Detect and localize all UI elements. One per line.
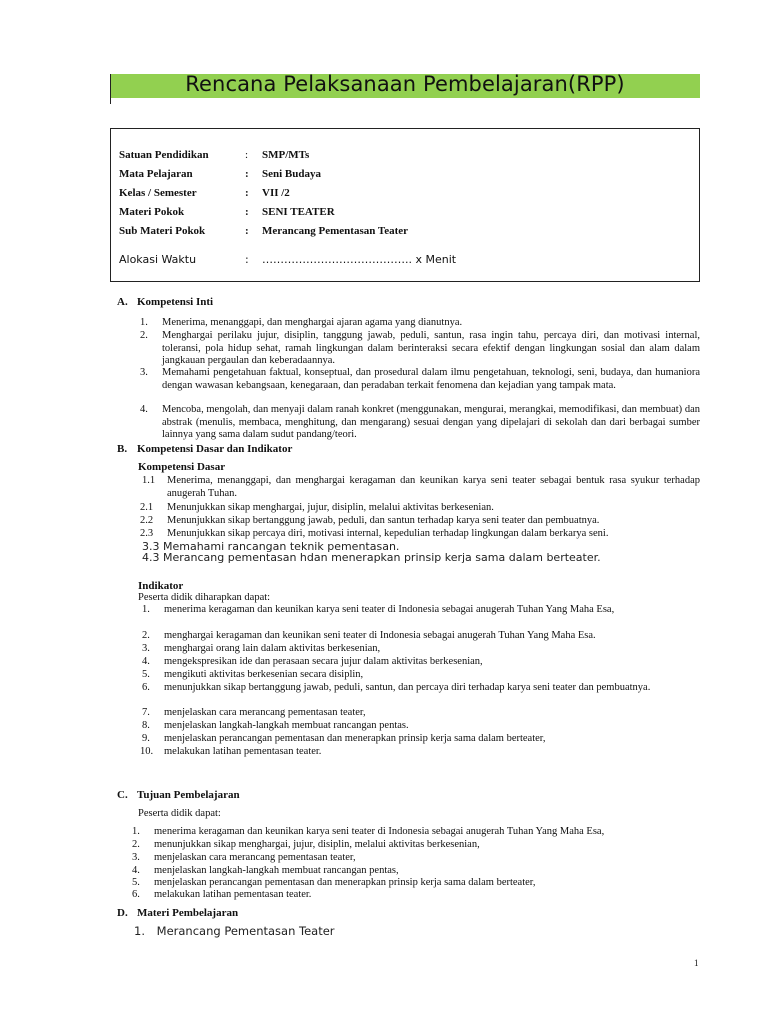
item-text: Menunjukkan sikap percaya diri, motivasi internal, kepedulian terhadap lingkungan dalam berkarya seni. [167, 528, 609, 539]
section-letter: A. [117, 296, 128, 308]
identity-label: Satuan Pendidikan [119, 149, 209, 161]
section-c-heading [117, 789, 517, 803]
list-item [132, 852, 700, 865]
section-title: Kompetensi Dasar dan Indikator [137, 443, 293, 455]
item-number: 1. [132, 826, 140, 837]
item-number: 5. [132, 877, 140, 888]
item-number: 4. [132, 865, 140, 876]
item-text: menghargai orang lain dalam aktivitas berkesenian, [164, 643, 381, 654]
item-text: Menerima, menanggapi, dan menghargai keragaman dan keunikan karya seni teater sebagai bentuk rasa syukur terhadap anugerah Tuhan. [167, 475, 700, 499]
item-number: 1. [142, 604, 150, 615]
list-item [142, 643, 700, 656]
list-item [142, 720, 700, 733]
list-item [132, 826, 700, 839]
identity-value: SMP/MTs [262, 149, 310, 161]
list-item [142, 733, 700, 746]
item-text: Merancang Pementasan Teater [156, 924, 335, 938]
identity-label: Mata Pelajaran [119, 168, 193, 180]
document-title-banner [110, 74, 700, 104]
identity-value: ………………………………….. x Menit [262, 253, 457, 266]
identity-separator: : [245, 225, 249, 237]
item-text: mengekspresikan ide dan perasaan secara jujur dalam aktivitas berkesenian, [164, 656, 483, 667]
tujuan-intro: Peserta didik dapat: [138, 808, 221, 819]
list-item [142, 707, 700, 720]
identity-label: Sub Materi Pokok [119, 225, 206, 237]
item-number: 1. [140, 317, 148, 328]
identity-separator: : [245, 253, 249, 266]
list-item [140, 502, 700, 515]
indikator-heading: Indikator [138, 580, 184, 592]
item-text: mengikuti aktivitas berkesenian secara disiplin, [164, 669, 364, 680]
identity-value: SENI TEATER [262, 206, 335, 218]
list-item [140, 367, 700, 404]
section-title: Tujuan Pembelajaran [137, 789, 240, 801]
item-number: 4. [140, 404, 148, 415]
list-item [140, 317, 700, 330]
item-number: 1. [134, 924, 145, 938]
identity-separator: : [245, 187, 249, 199]
item-text: menjelaskan langkah-langkah membuat rancangan pentas, [154, 865, 399, 876]
identity-label: Kelas / Semester [119, 187, 197, 199]
item-number: 5. [142, 669, 150, 680]
item-text: Menerima, menanggapi, dan menghargai ajaran agama yang dianutnya. [162, 317, 463, 328]
item-text: menunjukkan sikap bertanggung jawab, peduli, santun, dan percaya diri terhadap karya seni teater dan pembuatnya. [164, 682, 651, 693]
item-text: menjelaskan langkah-langkah membuat rancangan pentas. [164, 720, 409, 731]
item-number: 4. [142, 656, 150, 667]
section-title: Kompetensi Inti [137, 296, 214, 308]
item-text: Menunjukkan sikap menghargai, jujur, disiplin, melalui aktivitas berkesenian. [167, 502, 494, 513]
list-item [140, 330, 700, 367]
item-number: 3. [140, 367, 148, 378]
item-text: menghargai keragaman dan keunikan seni teater di Indonesia sebagai anugerah Tuhan Yang Maha Esa. [164, 630, 596, 641]
kompetensi-dasar-heading: Kompetensi Dasar [138, 461, 226, 473]
item-text: melakukan latihan pementasan teater. [154, 889, 312, 900]
identity-separator: : [245, 206, 249, 218]
list-item [142, 669, 700, 682]
item-text: menjelaskan cara merancang pementasan teater, [164, 707, 366, 718]
item-text: menjelaskan perancangan pementasan dan menerapkan prinsip kerja sama dalam berteater, [154, 877, 536, 888]
item-number: 6. [142, 682, 150, 693]
item-text: menerima keragaman dan keunikan karya seni teater di Indonesia sebagai anugerah Tuhan Yang Maha Esa, [154, 826, 605, 837]
identity-value: Merancang Pementasan Teater [262, 225, 409, 237]
item-text: Menunjukkan sikap bertanggung jawab, peduli, dan santun terhadap karya seni teater dan pembuatnya. [167, 515, 600, 526]
kd-line: 4.3 Merancang pementasan hdan menerapkan prinsip kerja sama dalam berteater. [142, 551, 601, 564]
item-number: 2.1 [140, 502, 154, 513]
item-number: 2.2 [140, 515, 154, 526]
section-letter: D. [117, 907, 128, 919]
item-number: 2.3 [140, 528, 154, 539]
list-item [140, 404, 700, 441]
list-item [142, 682, 700, 707]
section-b-heading [117, 443, 517, 457]
section-letter: B. [117, 443, 128, 455]
item-text: Menghargai perilaku jujur, disiplin, tanggung jawab, peduli, santun, rasa ingin tahu, percaya diri, dan motivasi internal, toleransi, pola hidup sehat, ramah lingkungan dalam berinteraksi secara efektif dengan lingkungan sosial dan alam dalam jangkauan pergaulan dan keberadaannya. [162, 330, 700, 366]
list-item [142, 475, 700, 500]
item-number: 3. [142, 643, 150, 654]
list-item [140, 746, 700, 759]
identity-value: Seni Budaya [262, 168, 321, 180]
item-text: menjelaskan cara merancang pementasan teater, [154, 852, 356, 863]
item-number: 7. [142, 707, 150, 718]
page-title: Rencana Pelaksanaan Pembelajaran(RPP) [185, 72, 625, 96]
identity-separator: : [245, 149, 249, 161]
list-item [142, 656, 700, 669]
item-number: 2. [142, 630, 150, 641]
item-text: Mencoba, mengolah, dan menyaji dalam ranah konkret (menggunakan, mengurai, merangkai, memodifikasi, dan membuat) dan abstrak (menulis, membaca, menghitung, dan mengarang) sesuai dengan yang dipelajari di sekolah dan dari berbagai sumber lainnya yang sama dalam sudut pandang/teori. [162, 404, 700, 440]
list-item [132, 889, 700, 902]
item-number: 10. [140, 746, 154, 757]
item-text: menjelaskan perancangan pementasan dan menerapkan prinsip kerja sama dalam berteater, [164, 733, 546, 744]
section-letter: C. [117, 789, 128, 801]
identity-label: Alokasi Waktu [119, 253, 197, 266]
kd-line: 3.3 Memahami rancangan teknik pementasan. [142, 540, 400, 553]
item-text: Memahami pengetahuan faktual, konseptual, dan prosedural dalam ilmu pengetahuan, teknologi, seni, budaya, dan humaniora dengan wawasan kebangsaan, kenegaraan, dan peradaban terkait fenomena dan kejadian yang tampak mata. [162, 367, 700, 391]
item-number: 1.1 [142, 475, 156, 486]
page-number: 1 [694, 958, 699, 968]
list-item [140, 515, 700, 528]
item-number: 3. [132, 852, 140, 863]
item-number: 8. [142, 720, 150, 731]
item-number: 6. [132, 889, 140, 900]
indikator-intro: Peserta didik diharapkan dapat: [138, 592, 271, 603]
item-text: melakukan latihan pementasan teater. [164, 746, 322, 757]
list-item [142, 630, 700, 643]
item-number: 2. [132, 839, 140, 850]
identity-value: VII /2 [262, 187, 290, 199]
identity-separator: : [245, 168, 249, 180]
section-title: Materi Pembelajaran [137, 907, 239, 919]
section-d-heading [117, 907, 517, 921]
item-number: 9. [142, 733, 150, 744]
section-a-heading [117, 296, 517, 310]
list-item [132, 839, 700, 852]
item-text: menerima keragaman dan keunikan karya seni teater di Indonesia sebagai anugerah Tuhan Yang Maha Esa, [164, 604, 615, 615]
list-item [134, 924, 335, 938]
identity-box [110, 128, 700, 282]
item-number: 2. [140, 330, 148, 341]
item-text: menunjukkan sikap menghargai, jujur, disiplin, melalui aktivitas berkesenian, [154, 839, 480, 850]
identity-label: Materi Pokok [119, 206, 185, 218]
list-item [142, 604, 700, 629]
